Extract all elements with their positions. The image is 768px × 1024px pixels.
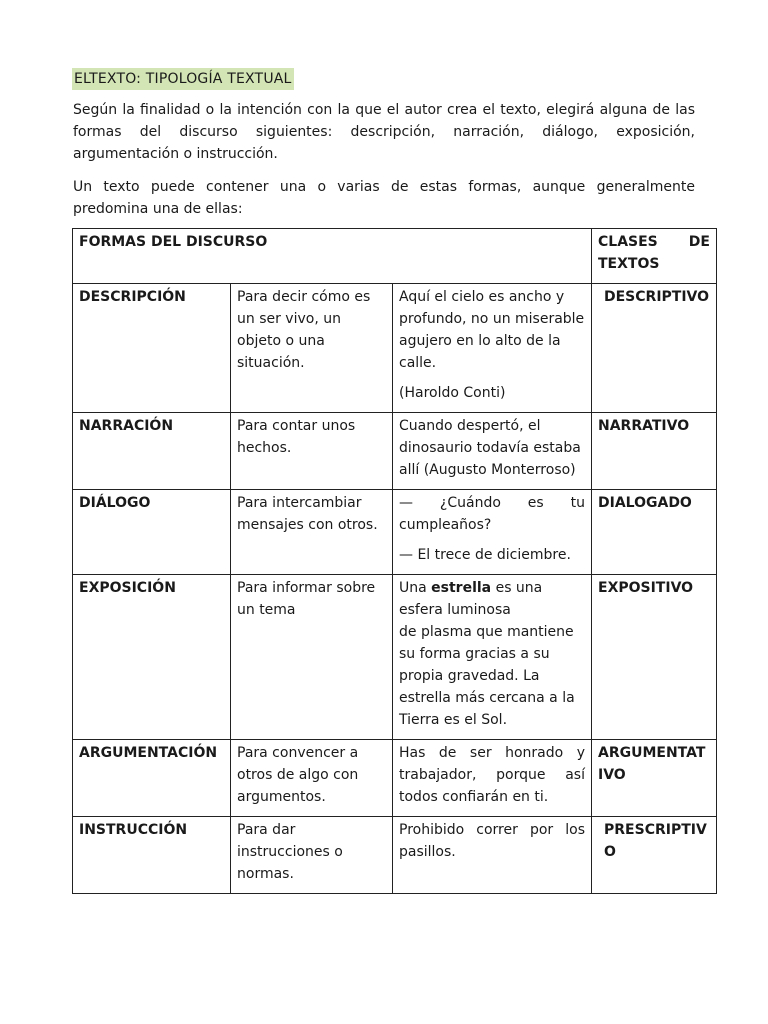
text-class-cell: NARRATIVO [592,413,717,490]
table-header-row [73,229,717,284]
purpose-cell: Para decir cómo es un ser vivo, un objeto o una situación. [231,284,393,413]
form-name-cell: NARRACIÓN [73,413,231,490]
example-cell: Has de ser honrado y trabajador, porque así todos confiarán en ti. [393,740,592,817]
dialogue-line: — El trece de diciembre. [399,547,571,563]
purpose-cell: Para intercambiar mensajes con otros. [231,490,393,575]
table-row [73,284,717,413]
table-row [73,575,717,740]
form-name-cell: INSTRUCCIÓN [73,817,231,894]
example-cell: Prohibido correr por los pasillos. [393,817,592,894]
form-name-cell: DIÁLOGO [73,490,231,575]
header-classes-cell: CLASES DE TEXTOS [592,229,717,284]
example-text: es una [491,580,543,596]
purpose-cell: Para dar instrucciones o normas. [231,817,393,894]
example-citation: (Haroldo Conti) [399,385,506,401]
example-cell [393,284,592,413]
header-forms-cell: FORMAS DEL DISCURSO [73,229,592,284]
purpose-cell: Para convencer a otros de algo con argumentos. [231,740,393,817]
form-name-cell: DESCRIPCIÓN [73,284,231,413]
text-class-cell: DESCRIPTIVO [592,284,717,413]
example-cell [393,490,592,575]
text-class-cell: PRESCRIPTIVO [592,817,717,894]
example-cell: Cuando despertó, el dinosaurio todavía estaba allí (Augusto Monterroso) [393,413,592,490]
form-name-cell: EXPOSICIÓN [73,575,231,740]
forms-paragraph: Un texto puede contener una o varias de estas formas, aunque generalmente predomina una de ellas: [73,179,695,217]
example-bold-term: estrella [431,580,492,596]
dialogue-line: — ¿Cuándo es tu cumpleaños? [399,495,585,533]
text-class-cell: ARGUMENTATIVO [592,740,717,817]
table-row [73,413,717,490]
table-row [73,740,717,817]
example-text: Una [399,580,432,596]
example-text: esfera luminosa [399,602,511,618]
purpose-cell: Para contar unos hechos. [231,413,393,490]
document-title: ELTEXTO: TIPOLOGÍA TEXTUAL [72,68,294,90]
example-cell [393,575,592,740]
purpose-cell: Para informar sobre un tema [231,575,393,740]
intro-paragraph: Según la finalidad o la intención con la que el autor crea el texto, elegirá alguna de las formas del discurso siguientes: descripción, narración, diálogo, exposición, argumentación o instrucción. [73,102,695,162]
example-text: de plasma que mantiene su forma gracias a su propia gravedad. La estrella más cercana a la Tierra es el Sol. [399,624,575,728]
form-name-cell: ARGUMENTACIÓN [73,740,231,817]
example-text: Aquí el cielo es ancho y profundo, no un miserable agujero en lo alto de la calle. [399,289,585,371]
table-row [73,817,717,894]
discourse-forms-table [72,228,717,894]
text-class-cell: EXPOSITIVO [592,575,717,740]
table-row [73,490,717,575]
text-class-cell: DIALOGADO [592,490,717,575]
